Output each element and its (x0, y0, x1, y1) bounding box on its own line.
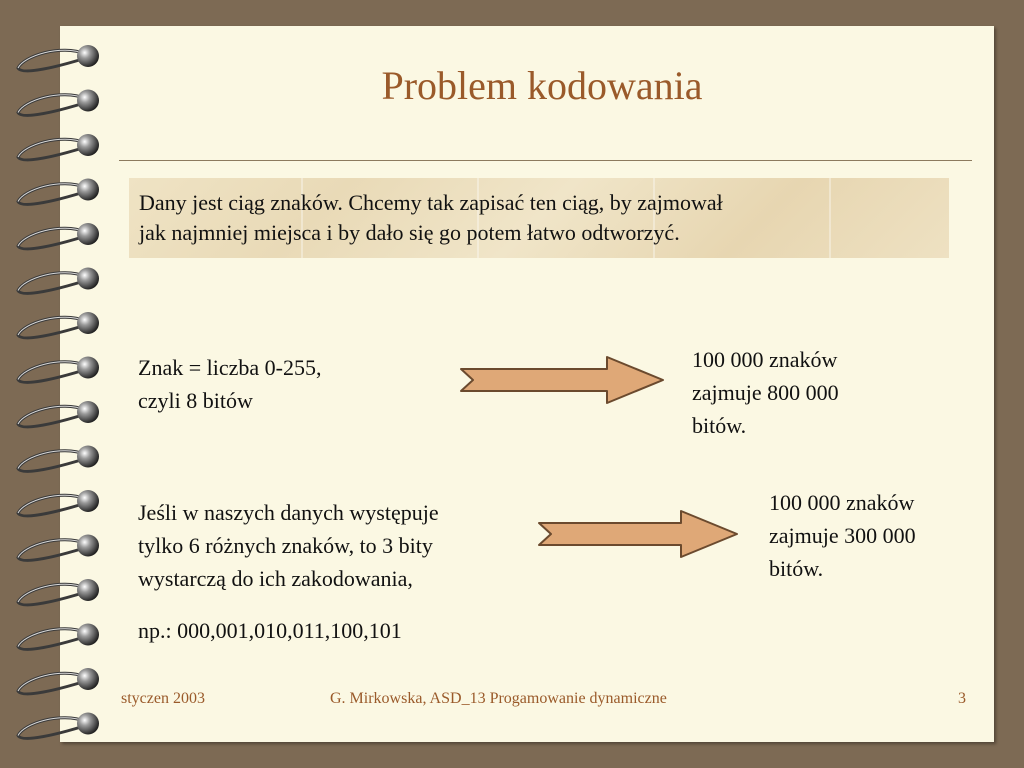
row1-left-line-1: Znak = liczba 0-255, (138, 355, 322, 380)
row2-left-line-3: wystarczą do ich zakodowania, (138, 566, 413, 591)
row1-arrow-icon (455, 352, 670, 408)
row2-arrow-icon (533, 506, 743, 562)
row2-left-line-2: tylko 6 różnych znaków, to 3 bity (138, 533, 433, 558)
slide-title: Problem kodowania (381, 63, 703, 108)
binding-ring (18, 179, 99, 205)
row2-right-line-2: zajmuje 300 000 (769, 523, 916, 548)
footer-author: G. Mirkowska, ASD_13 Progamowanie dynamiczne (330, 690, 667, 707)
binding-ring (18, 490, 99, 516)
binding-ring (18, 357, 99, 383)
intro-box (129, 178, 949, 258)
row1-right-line-3: bitów. (692, 413, 747, 438)
row1-right-line-2: zajmuje 800 000 (692, 380, 839, 405)
row1-right-text (692, 343, 952, 442)
intro-line-2: jak najmniej miejsca i by dało się go potem łatwo odtworzyć. (139, 220, 680, 245)
spiral-binding (0, 0, 110, 768)
binding-ring (18, 535, 99, 561)
binding-ring (18, 579, 99, 605)
row1-left-text (138, 351, 438, 417)
binding-ring (18, 446, 99, 472)
row2-right-line-1: 100 000 znaków (769, 490, 915, 515)
binding-ring (18, 624, 99, 650)
binding-ring (18, 713, 99, 739)
intro-line-1: Dany jest ciąg znaków. Chcemy tak zapisać ten ciąg, by zajmował (139, 190, 723, 215)
binding-ring (18, 312, 99, 338)
row2-left-text (138, 496, 538, 595)
encoding-example: np.: 000,001,010,011,100,101 (138, 618, 402, 643)
binding-ring (18, 401, 99, 427)
binding-ring (18, 268, 99, 294)
binding-ring (18, 668, 99, 694)
footer-page-number: 3 (958, 690, 966, 707)
binding-ring (18, 134, 99, 160)
intro-text (139, 188, 939, 248)
row1-right-line-1: 100 000 znaków (692, 347, 838, 372)
row1-left-line-2: czyli 8 bitów (138, 388, 253, 413)
row2-left-line-1: Jeśli w naszych danych występuje (138, 500, 439, 525)
binding-ring (18, 223, 99, 249)
row2-right-line-3: bitów. (769, 556, 824, 581)
footer-date: styczen 2003 (121, 690, 205, 707)
row2-right-text (769, 486, 989, 585)
title-divider (119, 160, 972, 161)
